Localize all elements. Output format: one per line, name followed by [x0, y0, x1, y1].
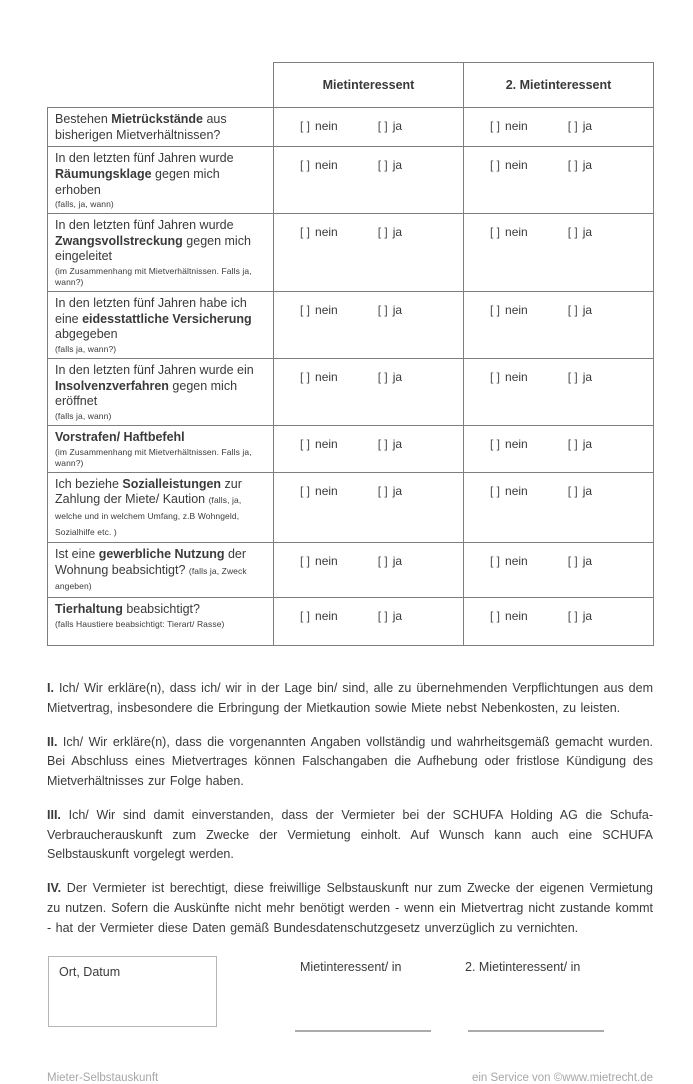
- checkbox-box-icon[interactable]: [ ]: [490, 436, 501, 451]
- checkbox-box-icon[interactable]: [ ]: [300, 436, 311, 451]
- checkbox-label: nein: [315, 609, 338, 624]
- answer-cell-col2: [464, 543, 654, 598]
- checkbox-label: ja: [582, 483, 593, 498]
- ja-checkbox[interactable]: [568, 303, 592, 317]
- question-hint-text: (im Zusammenhang mit Mietverhältnissen. Falls ja, wann?): [55, 266, 252, 288]
- nein-checkbox[interactable]: [490, 225, 528, 239]
- checkbox-box-icon[interactable]: [ ]: [567, 119, 578, 133]
- checkbox-box-icon[interactable]: [ ]: [377, 483, 388, 498]
- table-row: [48, 214, 654, 292]
- checkbox-group: [300, 370, 463, 384]
- nein-checkbox[interactable]: [490, 437, 528, 451]
- checkbox-label: ja: [582, 225, 593, 240]
- nein-checkbox[interactable]: [490, 303, 528, 317]
- checkbox-label: nein: [505, 303, 528, 318]
- table-row: [48, 472, 654, 543]
- nein-checkbox[interactable]: [300, 554, 338, 568]
- declaration-text: Der Vermieter ist berechtigt, diese freiwillige Selbstauskunft nur zum Zwecke der eigenen Vermietung zu nutzen. Sofern die Auskünfte nicht mehr benötigt werden - wenn ein Mietvertrag nicht zustande kommt - hat der Vermieter diese Daten gemäß Bundesdatenschutzgesetz unverzüglich zu vernichten.: [47, 881, 653, 935]
- question-hint-text: (falls, ja, wann): [55, 199, 114, 210]
- checkbox-box-icon[interactable]: [ ]: [490, 303, 501, 318]
- checkbox-group: [300, 437, 463, 451]
- ja-checkbox[interactable]: [568, 370, 592, 384]
- checkbox-group: [490, 225, 653, 239]
- checkbox-box-icon[interactable]: [ ]: [300, 609, 311, 624]
- ja-checkbox[interactable]: [568, 158, 592, 172]
- questions-table: [47, 62, 654, 646]
- ort-datum-label: Ort, Datum: [59, 965, 121, 980]
- ja-checkbox[interactable]: [378, 609, 402, 623]
- checkbox-label: nein: [505, 609, 528, 624]
- checkbox-group: [490, 609, 653, 623]
- declarations-section: [47, 679, 653, 938]
- checkbox-box-icon[interactable]: [ ]: [490, 225, 501, 240]
- checkbox-group: [300, 119, 463, 133]
- question-text: Insolvenzverfahren: [55, 378, 169, 393]
- nein-checkbox[interactable]: [300, 609, 338, 623]
- declaration-text: Ich/ Wir sind damit einverstanden, dass der Vermieter bei der SCHUFA Holding AG die Schufa-Verbraucherauskunft zum Zwecke der Vermietung einholt. Auf Wunsch kann auch eine SCHUFA Selbstauskunft vorgelegt werden.: [47, 807, 653, 862]
- table-row: [48, 543, 654, 598]
- checkbox-box-icon[interactable]: [ ]: [300, 225, 311, 240]
- ja-checkbox[interactable]: [568, 225, 592, 239]
- ja-checkbox[interactable]: [568, 119, 592, 133]
- nein-checkbox[interactable]: [300, 437, 338, 451]
- question-text: aus bisherigen Mietverhältnissen?: [55, 112, 227, 142]
- question-cell: [48, 292, 274, 359]
- question-text: In den letzten fünf Jahren wurde: [55, 151, 234, 166]
- checkbox-label: nein: [315, 436, 338, 451]
- checkbox-label: nein: [315, 483, 338, 498]
- checkbox-box-icon[interactable]: [ ]: [567, 303, 578, 318]
- answer-cell-col2: [464, 598, 654, 646]
- checkbox-group: [300, 484, 463, 498]
- checkbox-box-icon[interactable]: [ ]: [490, 158, 501, 173]
- answer-cell-col1: [274, 359, 464, 426]
- declaration-number: II.: [47, 734, 58, 749]
- table-corner-cell: [48, 63, 274, 108]
- question-text: zur Zahlung der Miete/ Kaution: [55, 476, 242, 507]
- answer-cell-col1: [274, 598, 464, 646]
- checkbox-box-icon[interactable]: [ ]: [300, 303, 311, 318]
- checkbox-box-icon[interactable]: [ ]: [567, 370, 578, 385]
- checkbox-box-icon[interactable]: [ ]: [300, 554, 311, 569]
- declaration-text: Ich/ Wir erkläre(n), dass die vorgenannten Angaben vollständig und wahrheitsgemäß gemacht wurden. Bei Abschluss eines Mietvertrages können Falschangaben die Aufhebung oder fristlose Kündigung des Mietverhältnisses zur Folge haben.: [47, 734, 653, 789]
- question-text: Zwangsvollstreckung: [55, 233, 183, 248]
- checkbox-group: [490, 119, 653, 133]
- column-header-2: 2. Mietinteressent: [464, 63, 654, 108]
- nein-checkbox[interactable]: [300, 158, 338, 172]
- checkbox-box-icon[interactable]: [ ]: [300, 483, 311, 498]
- answer-cell-col2: [464, 108, 654, 147]
- checkbox-group: [300, 609, 463, 623]
- nein-checkbox[interactable]: [300, 225, 338, 239]
- checkbox-label: ja: [392, 158, 403, 173]
- checkbox-label: nein: [505, 158, 528, 173]
- answer-cell-col1: [274, 543, 464, 598]
- question-hint-text: (falls ja, Zweck angeben): [55, 565, 247, 592]
- answer-cell-col1: [274, 472, 464, 543]
- question-cell: [48, 472, 274, 543]
- checkbox-box-icon[interactable]: [ ]: [300, 158, 311, 173]
- checkbox-box-icon[interactable]: [ ]: [567, 483, 578, 498]
- ja-checkbox[interactable]: [378, 119, 402, 133]
- declaration-paragraph: [47, 879, 653, 938]
- checkbox-label: ja: [582, 303, 593, 318]
- checkbox-label: ja: [582, 119, 593, 133]
- answer-cell-col2: [464, 425, 654, 472]
- checkbox-box-icon[interactable]: [ ]: [490, 609, 501, 624]
- question-text: gegen mich erhoben: [55, 166, 220, 197]
- declaration-text: Ich/ Wir erkläre(n), dass ich/ wir in der Lage bin/ sind, alle zu übernehmenden Verpflichtungen aus dem Mietvertrag, insbesondere die Erbringung der Mietkaution sowie Miete nebst Nebenkosten, zu leisten.: [47, 681, 653, 715]
- question-text: In den letzten fünf Jahren wurde ein: [55, 363, 254, 378]
- declaration-paragraph: [47, 679, 653, 719]
- answer-cell-col2: [464, 214, 654, 292]
- checkbox-label: nein: [505, 554, 528, 569]
- table-row: [48, 598, 654, 646]
- checkbox-label: ja: [392, 436, 403, 451]
- checkbox-label: nein: [315, 119, 338, 133]
- checkbox-box-icon[interactable]: [ ]: [377, 554, 388, 569]
- checkbox-box-icon[interactable]: [ ]: [567, 609, 578, 624]
- question-hint-text: (falls, ja, welche und in welchem Umfang, z.B Wohngeld, Sozialhilfe etc. ): [55, 495, 242, 537]
- checkbox-label: ja: [392, 554, 403, 569]
- checkbox-box-icon[interactable]: [ ]: [377, 370, 388, 385]
- table-row: [48, 425, 654, 472]
- checkbox-group: [490, 554, 653, 568]
- answer-cell-col1: [274, 292, 464, 359]
- nein-checkbox[interactable]: [490, 554, 528, 568]
- ja-checkbox[interactable]: [568, 484, 592, 498]
- checkbox-label: nein: [315, 225, 338, 240]
- column-header-1: Mietinteressent: [274, 63, 464, 108]
- answer-cell-col2: [464, 472, 654, 543]
- signature-label-second: 2. Mietinteressent/ in: [465, 960, 581, 975]
- question-text: Ist eine: [55, 547, 99, 562]
- question-text: der Wohnung beabsichtigt?: [55, 547, 247, 577]
- checkbox-label: ja: [582, 436, 593, 451]
- checkbox-group: [490, 158, 653, 172]
- checkbox-box-icon[interactable]: [ ]: [490, 119, 501, 133]
- nein-checkbox[interactable]: [490, 609, 528, 623]
- checkbox-label: ja: [392, 119, 403, 133]
- question-cell: [48, 147, 274, 214]
- checkbox-label: ja: [582, 370, 593, 385]
- checkbox-label: nein: [505, 483, 528, 498]
- nein-checkbox[interactable]: [490, 370, 528, 384]
- checkbox-label: ja: [582, 158, 593, 173]
- question-text: Mietrückstände: [111, 112, 203, 126]
- checkbox-label: nein: [315, 554, 338, 569]
- checkbox-label: ja: [392, 370, 403, 385]
- checkbox-label: ja: [582, 609, 593, 624]
- checkbox-box-icon[interactable]: [ ]: [490, 370, 501, 385]
- question-cell: [48, 359, 274, 426]
- declaration-paragraph: [47, 806, 653, 865]
- checkbox-group: [300, 225, 463, 239]
- question-text: Ich beziehe: [55, 476, 123, 491]
- question-text: Bestehen: [55, 112, 112, 126]
- question-cell: [48, 425, 274, 472]
- question-text: beabsichtigt?: [122, 602, 200, 617]
- checkbox-box-icon[interactable]: [ ]: [300, 119, 311, 133]
- ja-checkbox[interactable]: [378, 225, 402, 239]
- question-text: gegen mich eingeleitet: [55, 233, 251, 264]
- ja-checkbox[interactable]: [378, 437, 402, 451]
- question-hint-text: (falls ja, wann): [55, 410, 112, 421]
- question-text: Räumungsklage: [55, 166, 152, 181]
- ja-checkbox[interactable]: [378, 370, 402, 384]
- checkbox-box-icon[interactable]: [ ]: [490, 483, 501, 498]
- question-cell: [48, 214, 274, 292]
- ort-datum-box[interactable]: [48, 956, 217, 1027]
- checkbox-label: nein: [505, 370, 528, 385]
- checkbox-label: ja: [392, 609, 403, 624]
- signature-line-first[interactable]: [295, 1030, 431, 1032]
- question-text: gewerbliche Nutzung: [98, 547, 225, 562]
- answer-cell-col2: [464, 359, 654, 426]
- checkbox-box-icon[interactable]: [ ]: [377, 158, 388, 173]
- checkbox-box-icon[interactable]: [ ]: [567, 436, 578, 451]
- checkbox-box-icon[interactable]: [ ]: [300, 370, 311, 385]
- checkbox-group: [490, 484, 653, 498]
- ja-checkbox[interactable]: [568, 609, 592, 623]
- ja-checkbox[interactable]: [378, 484, 402, 498]
- checkbox-group: [300, 554, 463, 568]
- nein-checkbox[interactable]: [490, 119, 528, 133]
- ja-checkbox[interactable]: [378, 158, 402, 172]
- question-cell: [48, 598, 274, 646]
- checkbox-group: [490, 370, 653, 384]
- document-page: [47, 0, 653, 1084]
- answer-cell-col2: [464, 147, 654, 214]
- ja-checkbox[interactable]: [378, 303, 402, 317]
- nein-checkbox[interactable]: [490, 158, 528, 172]
- checkbox-box-icon[interactable]: [ ]: [377, 609, 388, 624]
- answer-cell-col1: [274, 147, 464, 214]
- question-cell: [48, 108, 274, 147]
- question-text: Vorstrafen/ Haftbefehl: [55, 429, 185, 444]
- table-row: [48, 147, 654, 214]
- answer-cell-col1: [274, 425, 464, 472]
- table-row: [48, 292, 654, 359]
- question-cell: [48, 543, 274, 598]
- question-hint-text: (falls Haustiere beabsichtigt: Tierart/ Rasse): [55, 618, 225, 629]
- checkbox-box-icon[interactable]: [ ]: [377, 119, 388, 133]
- checkbox-box-icon[interactable]: [ ]: [567, 554, 578, 569]
- nein-checkbox[interactable]: [300, 370, 338, 384]
- question-text: In den letzten fünf Jahren wurde: [55, 218, 234, 233]
- question-hint-text: (falls ja, wann?): [55, 344, 117, 355]
- table-header: [48, 63, 654, 108]
- checkbox-label: nein: [315, 303, 338, 318]
- signature-section: [47, 954, 653, 1044]
- checkbox-label: ja: [392, 483, 403, 498]
- declaration-paragraph: [47, 733, 653, 792]
- checkbox-box-icon[interactable]: [ ]: [377, 303, 388, 318]
- answer-cell-col1: [274, 108, 464, 147]
- checkbox-label: nein: [505, 436, 528, 451]
- footer-service-credit: ein Service von ©www.mietrecht.de: [471, 1072, 653, 1084]
- checkbox-box-icon[interactable]: [ ]: [377, 225, 388, 240]
- table-row: [48, 108, 654, 147]
- page-footer: [47, 1072, 653, 1084]
- ja-checkbox[interactable]: [568, 554, 592, 568]
- declaration-number: IV.: [47, 881, 62, 896]
- checkbox-box-icon[interactable]: [ ]: [567, 158, 578, 173]
- declaration-number: III.: [47, 807, 61, 822]
- question-text: Tierhaltung: [55, 602, 123, 617]
- checkbox-label: nein: [315, 370, 338, 385]
- checkbox-group: [300, 303, 463, 317]
- question-text: abgegeben: [55, 327, 118, 342]
- checkbox-box-icon[interactable]: [ ]: [490, 554, 501, 569]
- question-text: Sozialleistungen: [122, 476, 222, 491]
- checkbox-box-icon[interactable]: [ ]: [377, 436, 388, 451]
- checkbox-label: ja: [392, 225, 403, 240]
- table-body: [48, 108, 654, 646]
- checkbox-box-icon[interactable]: [ ]: [567, 225, 578, 240]
- table-row: [48, 359, 654, 426]
- checkbox-label: ja: [392, 303, 403, 318]
- checkbox-label: nein: [315, 158, 338, 173]
- checkbox-group: [490, 303, 653, 317]
- question-text: eidesstattliche Versicherung: [82, 311, 252, 326]
- signature-line-second[interactable]: [468, 1030, 604, 1032]
- footer-doc-title: Mieter-Selbstauskunft: [47, 1072, 159, 1084]
- checkbox-group: [490, 437, 653, 451]
- answer-cell-col1: [274, 214, 464, 292]
- question-text: In den letzten fünf Jahren habe ich eine: [55, 296, 247, 326]
- nein-checkbox[interactable]: [300, 119, 338, 133]
- checkbox-group: [300, 158, 463, 172]
- nein-checkbox[interactable]: [490, 484, 528, 498]
- nein-checkbox[interactable]: [300, 484, 338, 498]
- question-text: gegen mich eröffnet: [55, 378, 238, 409]
- nein-checkbox[interactable]: [300, 303, 338, 317]
- signature-label-first: Mietinteressent/ in: [300, 960, 402, 975]
- declaration-number: I.: [47, 681, 54, 696]
- ja-checkbox[interactable]: [378, 554, 402, 568]
- checkbox-label: nein: [505, 225, 528, 240]
- checkbox-label: nein: [505, 119, 528, 133]
- answer-cell-col2: [464, 292, 654, 359]
- ja-checkbox[interactable]: [568, 437, 592, 451]
- question-hint-text: (im Zusammenhang mit Mietverhältnissen. Falls ja, wann?): [55, 446, 252, 468]
- checkbox-label: ja: [582, 554, 593, 569]
